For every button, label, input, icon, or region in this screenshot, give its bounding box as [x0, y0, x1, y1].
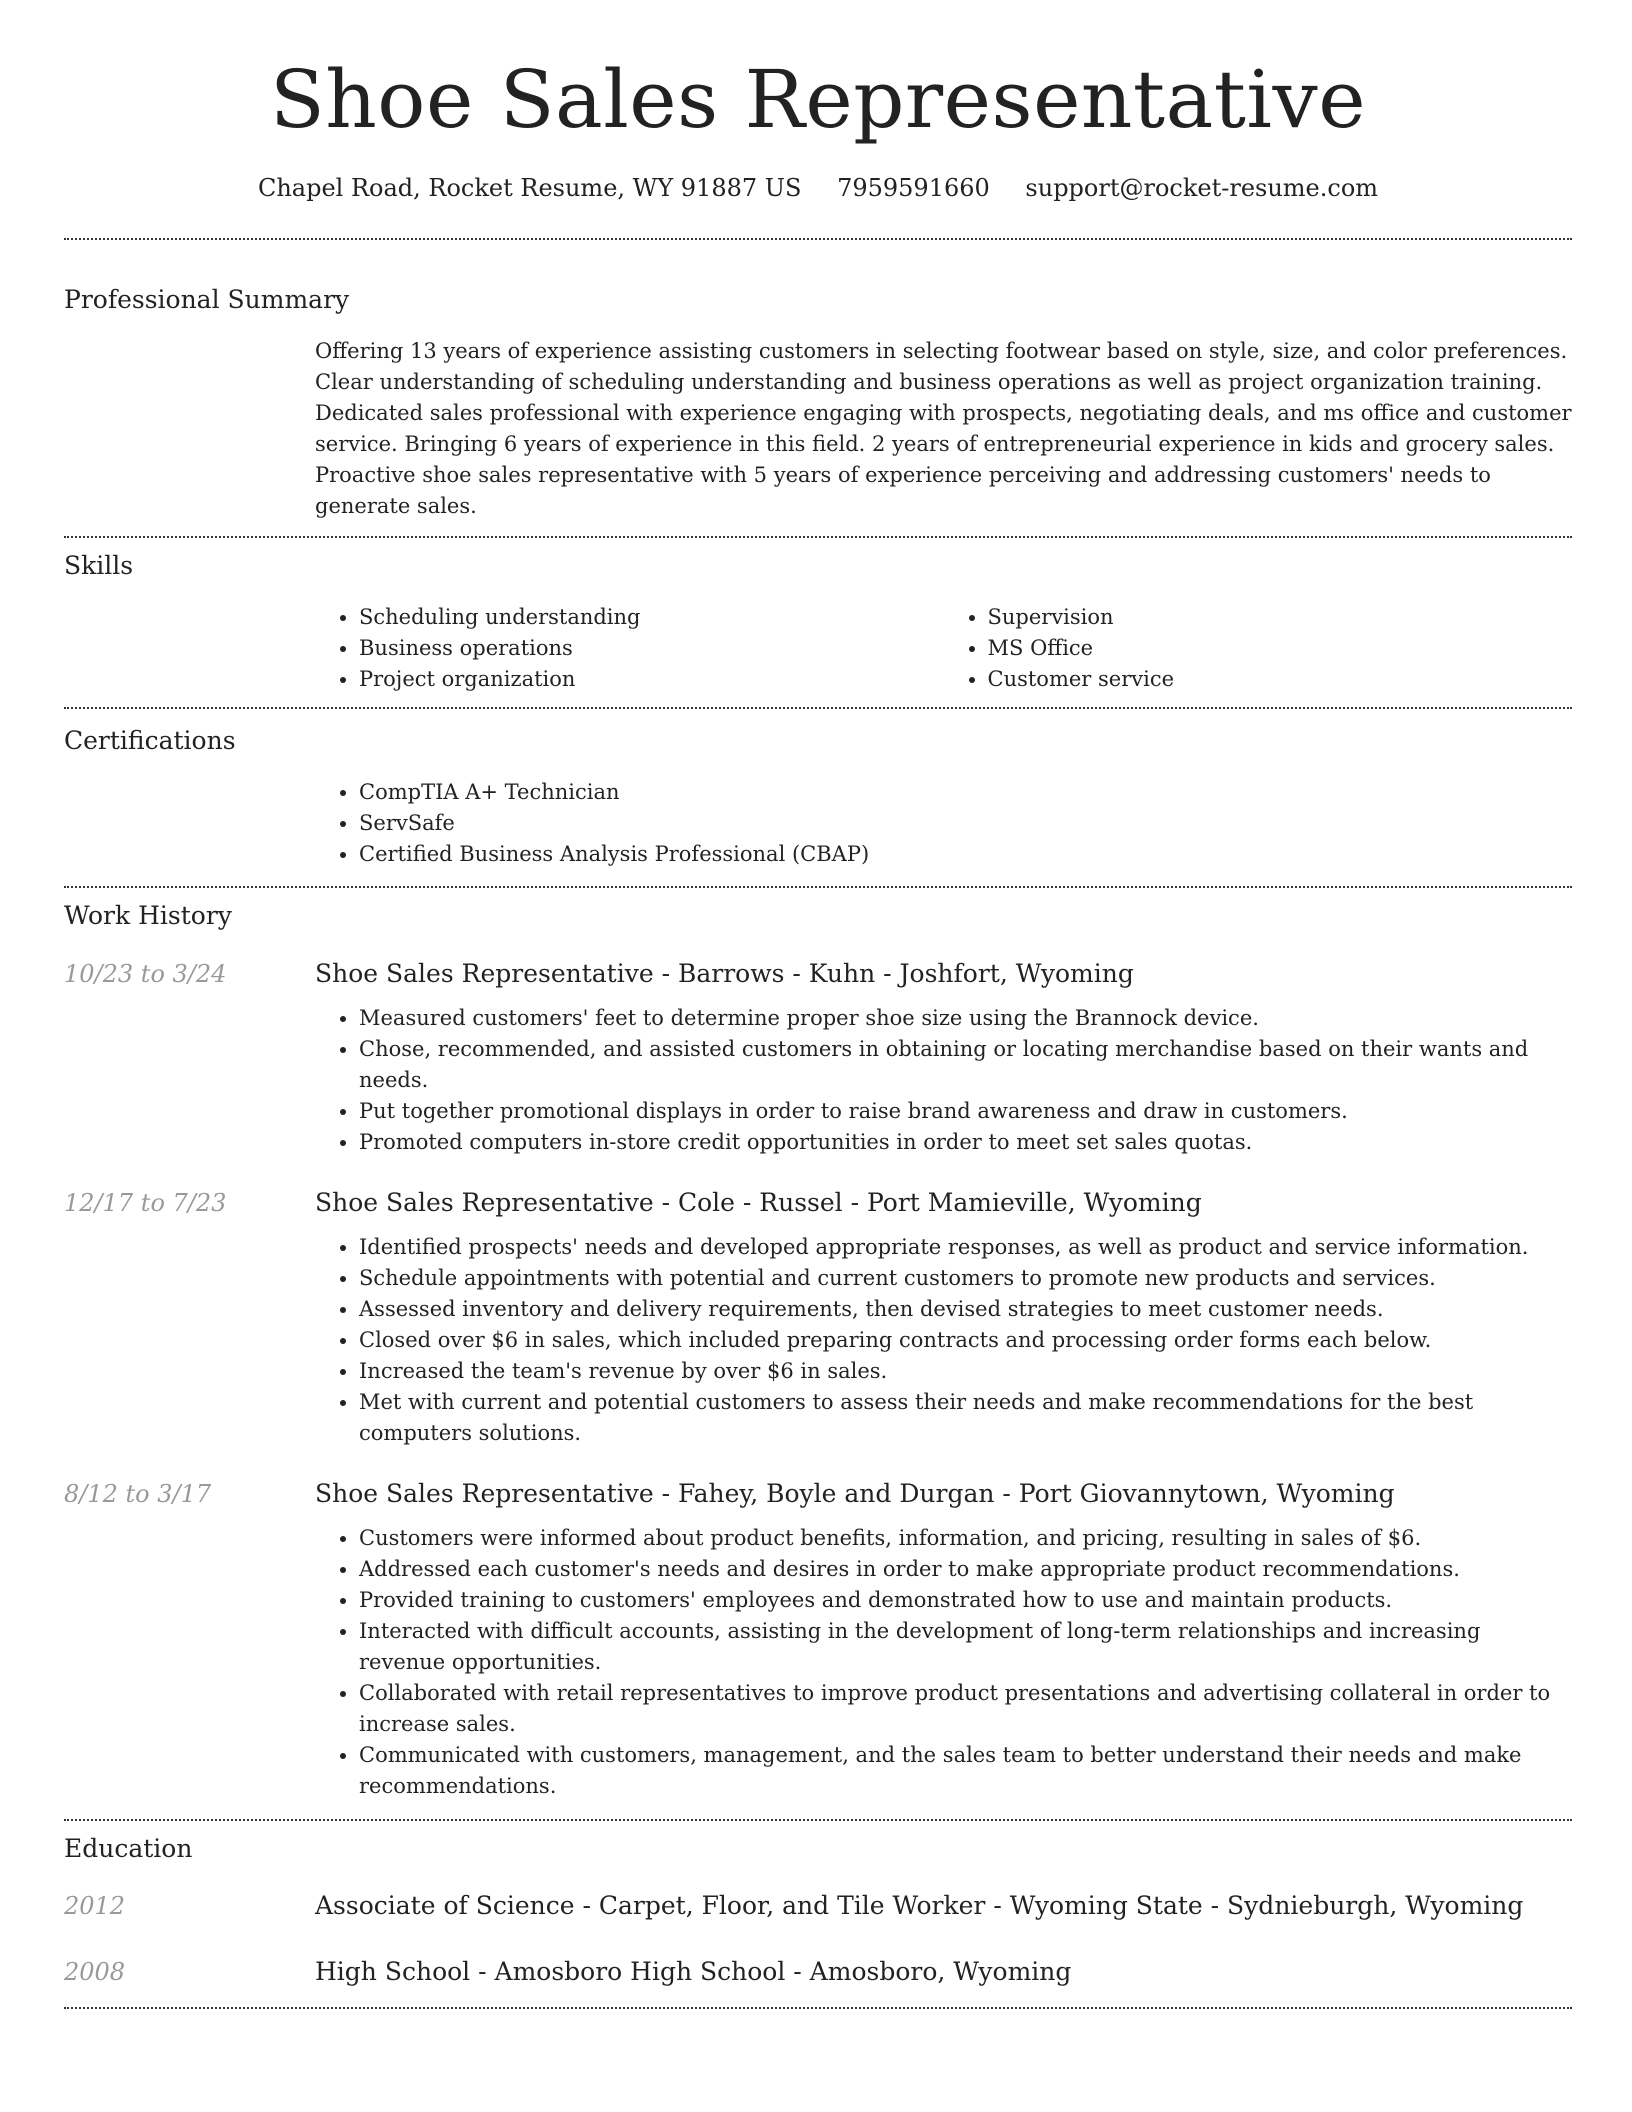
- job-bullet: • Promoted computers in-store credit opportunities in order to meet set sales quotas.: [359, 1127, 1572, 1158]
- job-bullets: [315, 1003, 1572, 1158]
- job-bullet: • Assessed inventory and delivery requirements, then devised strategies to meet customer needs.: [359, 1294, 1572, 1325]
- education-text: Associate of Science - Carpet, Floor, and Tile Worker - Wyoming State - Sydnieburgh, Wyoming: [315, 1891, 1524, 1920]
- skills-list-right: [944, 602, 1573, 695]
- job-bullet: • Put together promotional displays in order to raise brand awareness and draw in customers.: [359, 1096, 1572, 1127]
- certifications-list-wrap: [315, 777, 1572, 886]
- section-title-work-history: Work History: [64, 901, 232, 930]
- summary-section: [64, 240, 1572, 536]
- contact-email: support@rocket-resume.com: [1025, 174, 1379, 202]
- job-body: [315, 957, 1572, 1158]
- skill-item: • Customer service: [988, 664, 1573, 695]
- job-body: [315, 1186, 1572, 1449]
- skill-item: • Business operations: [359, 633, 944, 664]
- education-text: High School - Amosboro High School - Amosboro, Wyoming: [315, 1957, 1072, 1986]
- job-bullets: [315, 1232, 1572, 1449]
- job-dates: 10/23 to 3/24: [64, 960, 227, 988]
- spacer: [64, 1989, 1572, 2007]
- skills-list-left: [315, 602, 944, 695]
- contact-line: [64, 172, 1572, 204]
- education-section: [64, 1821, 1572, 2007]
- section-title-certifications: Certifications: [64, 726, 236, 755]
- job-bullet: • Chose, recommended, and assisted customers in obtaining or locating merchandise based on their wants and needs.: [359, 1034, 1572, 1096]
- certification-item: • CompTIA A+ Technician: [359, 777, 1572, 808]
- job-title: Shoe Sales Representative - Fahey, Boyle and Durgan - Port Giovannytown, Wyoming: [315, 1479, 1395, 1508]
- job-bullets: [315, 1523, 1572, 1802]
- section-title-education: Education: [64, 1834, 193, 1863]
- skills-grid: [315, 602, 1572, 707]
- job-body: [315, 1477, 1572, 1802]
- skill-item: • Project organization: [359, 664, 944, 695]
- section-title-skills: Skills: [64, 551, 134, 580]
- spacer: [64, 1802, 1572, 1819]
- job-bullet: • Increased the team's revenue by over $6 in sales.: [359, 1356, 1572, 1387]
- skill-item: • Supervision: [988, 602, 1573, 633]
- work-history-section: [64, 888, 1572, 1819]
- contact-address: Chapel Road, Rocket Resume, WY 91887 US: [257, 174, 802, 202]
- job-entry: [64, 957, 1572, 1158]
- job-title: Shoe Sales Representative - Barrows - Kuhn - Joshfort, Wyoming: [315, 959, 1134, 988]
- contact-phone: 7959591660: [837, 174, 990, 202]
- education-entry: [64, 1889, 1572, 1923]
- candidate-name: Shoe Sales Representative: [269, 53, 1367, 146]
- job-bullet: • Customers were informed about product benefits, information, and pricing, resulting in sales of $6.: [359, 1523, 1572, 1554]
- job-dates: 12/17 to 7/23: [64, 1189, 227, 1217]
- summary-text: Offering 13 years of experience assisting customers in selecting footwear based on style, size, and color preferences. Clear understanding of scheduling understanding and business operations as well as project organization training. Dedicated sales professional with experience engaging with prospects, negotiating deals, and ms office and customer service. Bringing 6 years of experience in this field. 2 years of entrepreneurial experience in kids and grocery sales. Proactive shoe sales representative with 5 years of experience perceiving and addressing customers' needs to generate sales.: [315, 339, 1572, 518]
- resume-page: [64, 0, 1572, 2009]
- skill-item: • Scheduling understanding: [359, 602, 944, 633]
- job-title: Shoe Sales Representative - Cole - Russel - Port Mamieville, Wyoming: [315, 1188, 1202, 1217]
- job-dates: 8/12 to 3/17: [64, 1480, 212, 1508]
- job-bullet: • Met with current and potential customers to assess their needs and make recommendations for the best computers solutions.: [359, 1387, 1572, 1449]
- education-year: 2012: [64, 1892, 126, 1920]
- certifications-list: [315, 777, 1572, 870]
- job-bullet: • Interacted with difficult accounts, assisting in the development of long-term relationships and increasing revenue opportunities.: [359, 1616, 1572, 1678]
- job-bullet: • Closed over $6 in sales, which included preparing contracts and processing order forms each below.: [359, 1325, 1572, 1356]
- skill-item: • MS Office: [988, 633, 1573, 664]
- job-bullet: • Collaborated with retail representatives to improve product presentations and advertising collateral in order to increase sales.: [359, 1678, 1572, 1740]
- certifications-section: [64, 709, 1572, 886]
- skills-section: [64, 538, 1572, 707]
- job-bullet: • Communicated with customers, management, and the sales team to better understand their needs and make recommendations.: [359, 1740, 1572, 1802]
- certification-item: • Certified Business Analysis Professional (CBAP): [359, 839, 1572, 870]
- education-year: 2008: [64, 1958, 126, 1986]
- job-bullet: • Identified prospects' needs and developed appropriate responses, as well as product and service information.: [359, 1232, 1572, 1263]
- job-bullet: • Provided training to customers' employees and demonstrated how to use and maintain products.: [359, 1585, 1572, 1616]
- education-entry: [64, 1955, 1572, 1989]
- job-bullet: • Measured customers' feet to determine proper shoe size using the Brannock device.: [359, 1003, 1572, 1034]
- divider: [64, 2007, 1572, 2009]
- job-entry: [64, 1477, 1572, 1802]
- certification-item: • ServSafe: [359, 808, 1572, 839]
- section-title-summary: Professional Summary: [64, 285, 350, 314]
- job-bullet: • Addressed each customer's needs and desires in order to make appropriate product recommendations.: [359, 1554, 1572, 1585]
- job-entry: [64, 1186, 1572, 1449]
- job-bullet: • Schedule appointments with potential and current customers to promote new products and services.: [359, 1263, 1572, 1294]
